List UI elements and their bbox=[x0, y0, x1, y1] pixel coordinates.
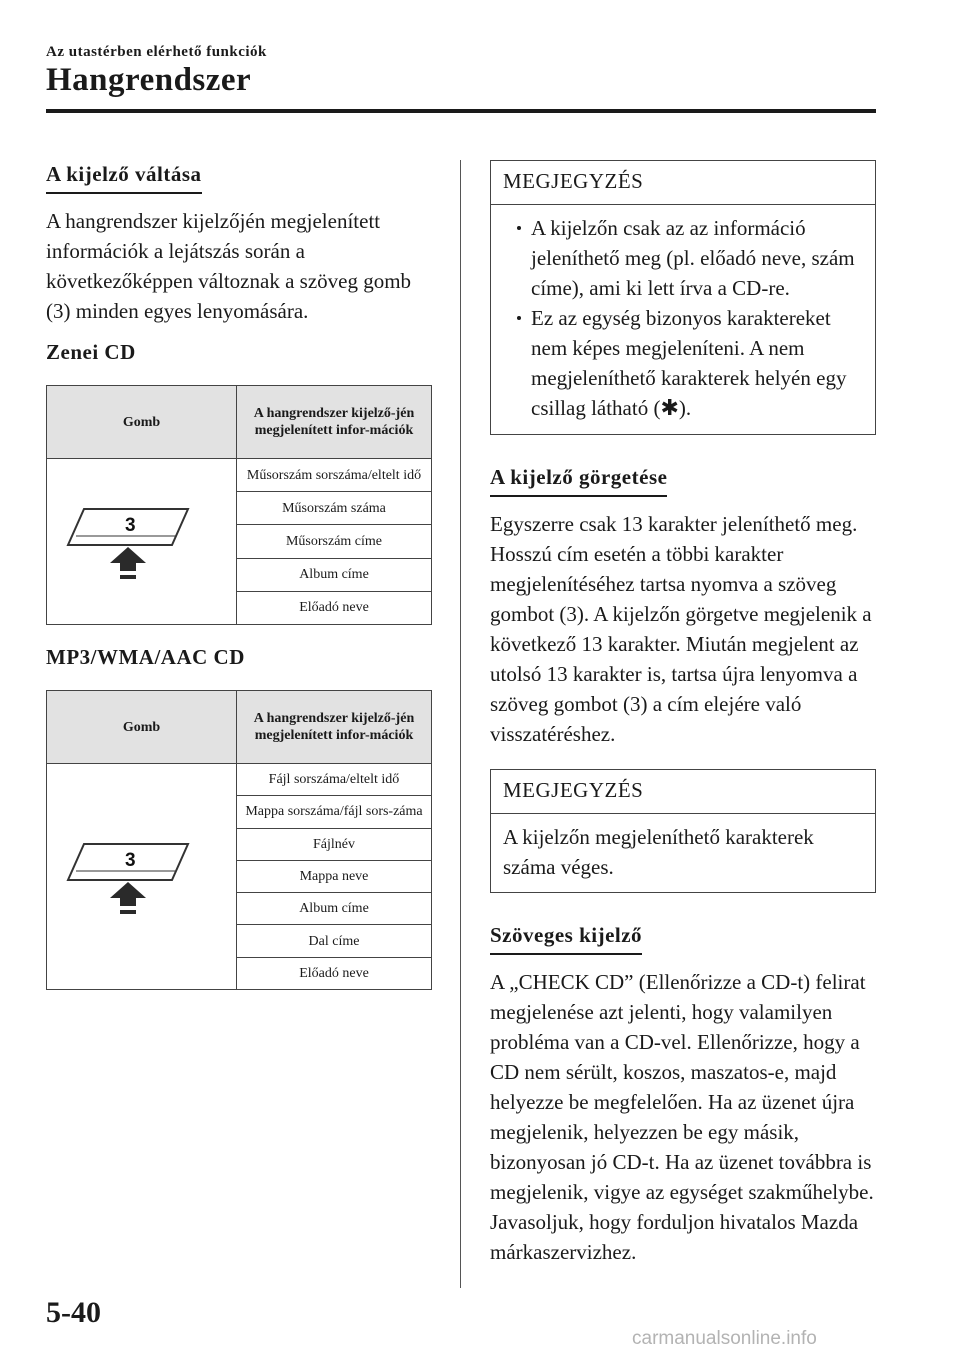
left-column bbox=[46, 162, 436, 990]
list-item bbox=[503, 303, 863, 424]
table-row: Műsorszám címe bbox=[237, 525, 432, 558]
note-bullet-end: ). bbox=[678, 396, 692, 420]
zenei-cd-table bbox=[46, 385, 432, 625]
note-title: MEGJEGYZÉS bbox=[491, 161, 875, 205]
header-rule bbox=[46, 109, 876, 113]
table-row: Előadó neve bbox=[237, 957, 432, 989]
note-box-2 bbox=[490, 769, 876, 893]
note-bullet-text: A kijelzőn csak az az információ jeleníthető meg (pl. előadó neve, szám címe), ami ki lett írva a CD-re. bbox=[531, 216, 855, 300]
table-header-button: Gomb bbox=[47, 691, 237, 764]
table-header-button: Gomb bbox=[47, 386, 237, 459]
column-divider bbox=[460, 160, 461, 1288]
text-display-text: A „CHECK CD” (Ellenőrizze a CD-t) felirat megjelenése azt jelenti, hogy valamilyen probléma van a CD-vel. Ellenőrizze, hogy a CD nem sérült, koszos, maszatos-e, majd helyezze be megfelelően. Ha az üzenet újra megjelenik, helyezzen be egy másik, bizonyosan jó CD-t. Ha az üzenet továbbra is megjelenik, vigye az egységet szakműhelybe. Javasoljuk, hogy forduljon hivatalos Mazda márkaszervizhez. bbox=[490, 970, 874, 1264]
note-text: A kijelzőn megjeleníthető karakterek száma véges. bbox=[503, 825, 814, 879]
table-row: Mappa sorszáma/fájl sors-záma bbox=[237, 796, 432, 828]
button-number-label: 3 bbox=[124, 515, 136, 536]
page-number: 5-40 bbox=[46, 1296, 101, 1329]
mp3-cd-table bbox=[46, 690, 432, 990]
scroll-text: Egyszerre csak 13 karakter jeleníthető meg. Hosszú cím esetén a többi karakter megjelenítéséhez tartsa nyomva a szöveg gombot (3). A kijelzőn görgetve megjelenik a következő 13 karakter. Miután megjelent az utolsó 13 karakter is, tartsa újra lenyomva a szöveg gombot (3) a cím elejére való visszatéréshez. bbox=[490, 512, 872, 746]
section-label: Az utastérben elérhető funkciók bbox=[46, 44, 267, 60]
display-switch-heading: A kijelző váltása bbox=[46, 162, 202, 194]
table-row: Album címe bbox=[237, 558, 432, 591]
zenei-cd-heading: Zenei CD bbox=[46, 340, 136, 364]
note-box-1 bbox=[490, 160, 876, 435]
table-row: Album címe bbox=[237, 893, 432, 925]
table-row: Dal címe bbox=[237, 925, 432, 957]
display-switch-intro: A hangrendszer kijelzőjén megjelenített információk a lejátszás során a következőképpen változnak a szöveg gomb (3) minden egyes lenyomására. bbox=[46, 209, 412, 323]
table-header-info: A hangrendszer kijelző-jén megjelenített infor-mációk bbox=[237, 386, 432, 459]
bullet-icon bbox=[517, 316, 521, 320]
text-button-illustration bbox=[47, 459, 237, 625]
button-number-label: 3 bbox=[124, 850, 136, 871]
scroll-heading: A kijelző görgetése bbox=[490, 465, 667, 497]
table-row: Műsorszám sorszáma/eltelt idő bbox=[237, 459, 432, 492]
list-item bbox=[503, 213, 863, 303]
mp3-cd-heading: MP3/WMA/AAC CD bbox=[46, 645, 245, 669]
table-row: Mappa neve bbox=[237, 860, 432, 892]
text-button-icon bbox=[52, 459, 232, 619]
table-row: Fájl sorszáma/eltelt idő bbox=[237, 764, 432, 796]
asterisk-icon: ✱ bbox=[660, 396, 679, 421]
text-display-heading: Szöveges kijelző bbox=[490, 923, 642, 955]
table-row: Előadó neve bbox=[237, 591, 432, 624]
chapter-title: Hangrendszer bbox=[46, 62, 252, 98]
table-row: Műsorszám száma bbox=[237, 492, 432, 525]
table-row: Fájlnév bbox=[237, 828, 432, 860]
text-button-icon bbox=[52, 764, 232, 984]
watermark: carmanualsonline.info bbox=[632, 1328, 817, 1349]
table-header-info: A hangrendszer kijelző-jén megjelenített infor-mációk bbox=[237, 691, 432, 764]
right-column bbox=[490, 160, 876, 1267]
bullet-icon bbox=[517, 226, 521, 230]
note-bullet-text: Ez az egység bizonyos karaktereket nem képes megjeleníteni. A nem megjeleníthető karakterek helyén egy csillag látható ( bbox=[531, 306, 847, 420]
text-button-illustration bbox=[47, 764, 237, 990]
note-title: MEGJEGYZÉS bbox=[491, 770, 875, 814]
